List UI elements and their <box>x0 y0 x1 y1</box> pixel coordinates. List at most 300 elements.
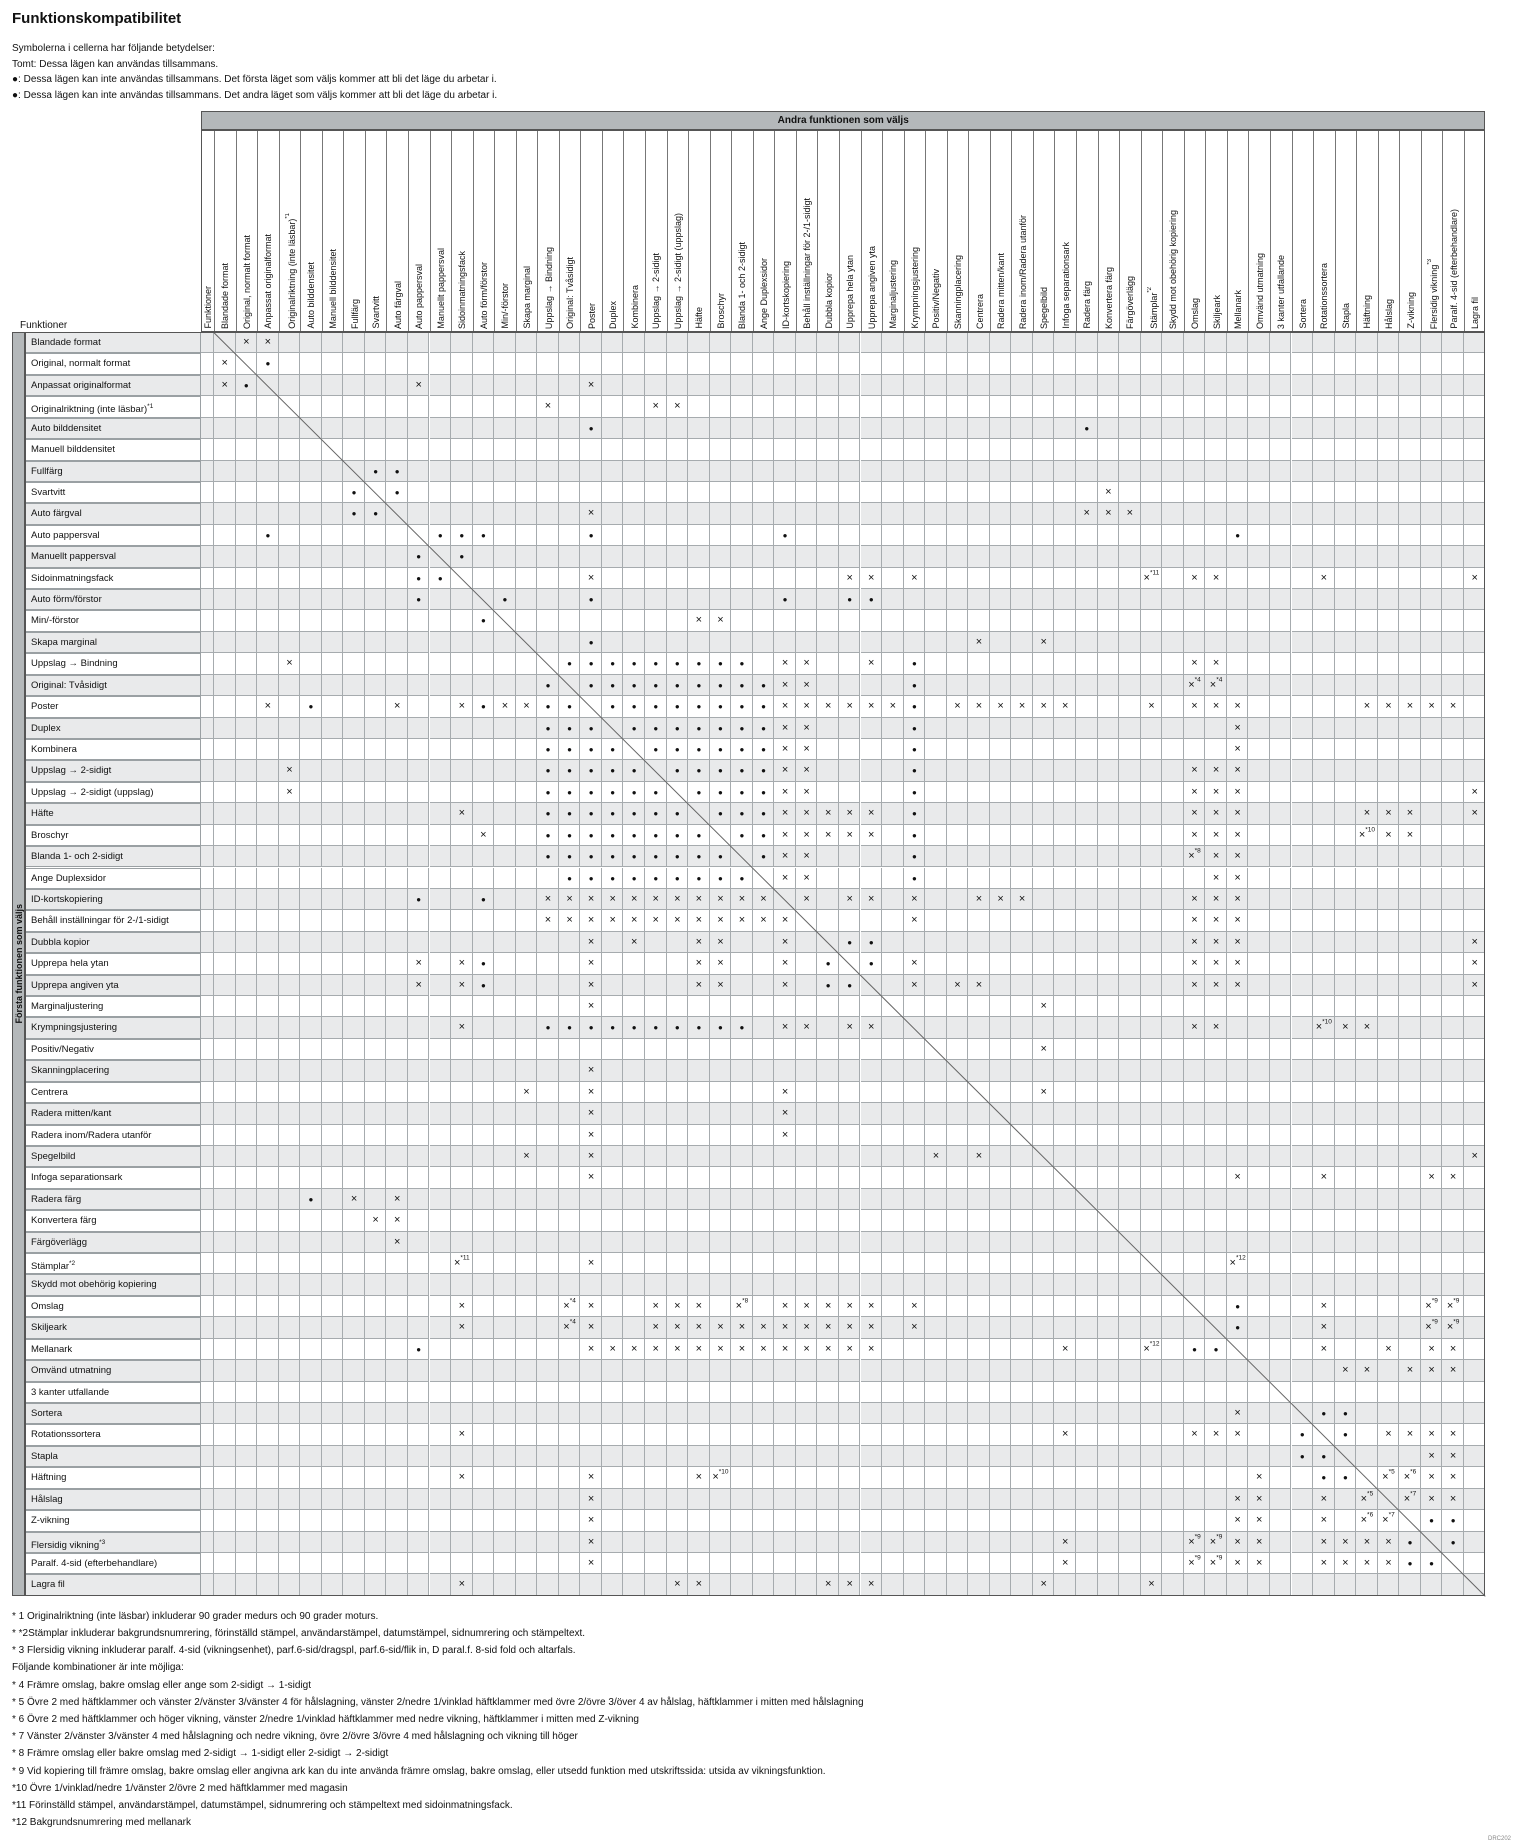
matrix-cell <box>279 739 301 760</box>
compatibility-mark: × <box>803 1299 810 1312</box>
matrix-cell <box>925 332 947 353</box>
matrix-cell <box>1378 739 1400 760</box>
matrix-cell <box>1184 1382 1206 1403</box>
matrix-cell <box>408 1125 430 1146</box>
funktioner-spacer-cell <box>201 1274 214 1295</box>
matrix-cell <box>1356 439 1378 460</box>
matrix-cell <box>1248 568 1270 589</box>
matrix-cell <box>1442 803 1464 824</box>
matrix-cell <box>1464 1382 1486 1403</box>
matrix-cell <box>516 503 538 524</box>
matrix-cell <box>861 525 883 546</box>
matrix-cell <box>214 1317 236 1338</box>
matrix-cell <box>667 482 689 503</box>
matrix-cell <box>365 418 387 439</box>
matrix-cell <box>236 910 258 931</box>
compatibility-mark: × <box>674 892 681 905</box>
matrix-cell <box>343 525 365 546</box>
matrix-cell <box>1248 418 1270 439</box>
matrix-cell <box>1033 760 1055 781</box>
row-label: Flersidig vikning$^{*3}$ <box>25 1532 201 1553</box>
matrix-cell <box>1313 718 1335 739</box>
matrix-cell <box>451 1510 473 1531</box>
compatibility-mark: × <box>1212 957 1220 970</box>
compatibility-mark: × <box>868 1299 875 1312</box>
matrix-cell <box>1033 1210 1055 1231</box>
matrix-cell <box>861 1360 883 1381</box>
matrix-cell <box>710 1403 732 1424</box>
matrix-cell <box>882 1339 904 1360</box>
matrix-cell <box>408 1103 430 1124</box>
matrix-cell <box>882 739 904 760</box>
matrix-cell <box>1421 782 1443 803</box>
matrix-cell <box>214 1017 236 1038</box>
matrix-cell <box>1356 1167 1378 1188</box>
matrix-cell <box>1248 846 1270 867</box>
matrix-cell <box>753 1532 775 1553</box>
matrix-cell <box>774 546 796 567</box>
matrix-cell <box>386 889 408 910</box>
matrix-cell <box>1399 953 1421 974</box>
matrix-cell <box>1248 975 1270 996</box>
compatibility-mark: × <box>1191 571 1198 584</box>
matrix-cell <box>1292 1467 1314 1488</box>
matrix-cell <box>1292 439 1314 460</box>
matrix-cell <box>214 1082 236 1103</box>
matrix-cell <box>882 1146 904 1167</box>
matrix-cell <box>214 889 236 910</box>
compatibility-mark: × <box>1471 957 1478 970</box>
matrix-cell <box>1356 1210 1378 1231</box>
matrix-cell <box>537 525 559 546</box>
matrix-cell <box>473 1296 495 1317</box>
matrix-cell <box>1119 546 1141 567</box>
matrix-cell <box>990 546 1012 567</box>
matrix-cell <box>1119 1039 1141 1060</box>
matrix-cell <box>1399 1339 1421 1360</box>
compatibility-mark: × <box>1212 935 1220 948</box>
matrix-cell <box>925 1382 947 1403</box>
matrix-cell <box>1033 1489 1055 1510</box>
matrix-cell <box>300 1082 322 1103</box>
matrix-cell <box>688 1060 710 1081</box>
matrix-cell <box>451 653 473 674</box>
matrix-cell <box>667 1210 689 1231</box>
matrix-cell <box>1313 1210 1335 1231</box>
matrix-cell <box>1011 332 1033 353</box>
funktioner-spacer-cell <box>201 503 214 524</box>
matrix-cell <box>1098 1082 1120 1103</box>
compatibility-mark: × <box>1191 892 1198 905</box>
matrix-cell <box>1313 546 1335 567</box>
matrix-cell <box>1399 482 1421 503</box>
matrix-cell <box>990 1339 1012 1360</box>
matrix-cell <box>537 568 559 589</box>
matrix-cell <box>1141 739 1163 760</box>
matrix-cell <box>1227 546 1249 567</box>
matrix-cell <box>430 889 452 910</box>
matrix-cell <box>559 1467 581 1488</box>
compatibility-mark: × <box>587 1535 595 1548</box>
matrix-cell <box>623 1103 645 1124</box>
matrix-cell <box>1335 353 1357 374</box>
compatibility-mark: ● <box>653 1023 659 1033</box>
matrix-cell <box>430 418 452 439</box>
compatibility-mark: × <box>1428 1492 1435 1505</box>
matrix-cell <box>990 739 1012 760</box>
matrix-cell <box>1119 1317 1141 1338</box>
matrix-cell <box>947 1446 969 1467</box>
matrix-cell <box>1205 1103 1227 1124</box>
matrix-cell <box>1098 1167 1120 1188</box>
compatibility-mark: × <box>587 1342 595 1355</box>
row-label: Auto pappersval <box>25 525 201 546</box>
compatibility-mark: ×$^{*9}$ <box>1188 1533 1201 1548</box>
matrix-cell <box>731 932 753 953</box>
matrix-cell <box>710 1167 732 1188</box>
matrix-cell <box>516 1167 538 1188</box>
matrix-cell <box>1335 568 1357 589</box>
matrix-cell <box>1098 353 1120 374</box>
compatibility-mark: ×$^{*10}$ <box>1358 826 1376 841</box>
matrix-cell <box>925 568 947 589</box>
matrix-cell <box>861 675 883 696</box>
matrix-cell <box>1464 1060 1486 1081</box>
matrix-cell <box>1011 1403 1033 1424</box>
matrix-cell <box>300 739 322 760</box>
matrix-cell <box>1292 1060 1314 1081</box>
matrix-cell <box>645 1232 667 1253</box>
matrix-cell <box>796 1382 818 1403</box>
column-header: Positiv/Negativ <box>925 130 947 332</box>
compatibility-mark: ● <box>416 1344 422 1354</box>
matrix-cell <box>343 803 365 824</box>
matrix-cell <box>257 1424 279 1445</box>
matrix-cell <box>300 868 322 889</box>
matrix-cell <box>473 1553 495 1574</box>
compatibility-mark: ● <box>567 659 572 669</box>
matrix-cell <box>300 1574 322 1595</box>
compatibility-mark: ● <box>1213 1344 1219 1354</box>
matrix-cell <box>882 1317 904 1338</box>
compatibility-mark: ● <box>696 1023 702 1033</box>
matrix-cell <box>1442 653 1464 674</box>
matrix-cell <box>279 546 301 567</box>
matrix-cell <box>236 1253 258 1274</box>
matrix-cell <box>1421 1125 1443 1146</box>
row-label: Positiv/Negativ <box>25 1039 201 1060</box>
matrix-cell <box>236 718 258 739</box>
matrix-cell <box>688 1146 710 1167</box>
matrix-cell <box>839 610 861 631</box>
matrix-cell <box>279 1167 301 1188</box>
matrix-cell <box>1335 846 1357 867</box>
matrix-cell <box>1248 782 1270 803</box>
matrix-cell <box>408 1446 430 1467</box>
matrix-cell <box>925 1510 947 1531</box>
matrix-cell <box>817 1125 839 1146</box>
matrix-cell <box>1033 568 1055 589</box>
matrix-cell <box>1033 868 1055 889</box>
matrix-cell <box>430 718 452 739</box>
matrix-cell <box>300 1382 322 1403</box>
matrix-cell <box>1162 1382 1184 1403</box>
matrix-cell <box>1098 1125 1120 1146</box>
matrix-cell <box>1205 589 1227 610</box>
matrix-cell <box>1119 803 1141 824</box>
matrix-cell <box>1421 418 1443 439</box>
matrix-cell <box>451 1339 473 1360</box>
matrix-cell <box>1270 1253 1292 1274</box>
matrix-cell <box>817 1446 839 1467</box>
matrix-cell <box>1464 1125 1486 1146</box>
matrix-cell <box>925 461 947 482</box>
matrix-cell <box>365 1339 387 1360</box>
compatibility-mark: ● <box>567 787 572 797</box>
matrix-cell <box>559 396 581 417</box>
matrix-cell <box>473 418 495 439</box>
matrix-cell <box>279 503 301 524</box>
matrix-cell <box>1270 760 1292 781</box>
compatibility-mark: ● <box>1235 1323 1241 1333</box>
matrix-cell <box>1292 1532 1314 1553</box>
matrix-cell <box>451 718 473 739</box>
matrix-cell <box>430 975 452 996</box>
matrix-cell <box>753 503 775 524</box>
matrix-cell <box>365 1082 387 1103</box>
matrix-cell <box>1442 846 1464 867</box>
matrix-cell <box>408 396 430 417</box>
matrix-cell <box>1076 1125 1098 1146</box>
row-label: Skydd mot obehörig kopiering <box>25 1274 201 1295</box>
compatibility-mark: × <box>868 1578 875 1591</box>
matrix-cell <box>1011 1146 1033 1167</box>
matrix-cell <box>1356 589 1378 610</box>
compatibility-mark: × <box>932 1149 940 1162</box>
matrix-cell <box>968 418 990 439</box>
compatibility-mark: × <box>587 1000 595 1013</box>
matrix-cell <box>386 1017 408 1038</box>
matrix-cell <box>1421 1403 1443 1424</box>
matrix-cell <box>322 1424 344 1445</box>
matrix-cell <box>430 1489 452 1510</box>
matrix-cell <box>817 718 839 739</box>
funktioner-spacer-cell <box>201 332 214 353</box>
matrix-cell <box>473 1274 495 1295</box>
matrix-cell <box>817 1382 839 1403</box>
compatibility-mark: × <box>1040 1000 1047 1013</box>
matrix-cell <box>1270 1424 1292 1445</box>
matrix-cell <box>279 975 301 996</box>
matrix-cell <box>968 825 990 846</box>
matrix-cell <box>753 1403 775 1424</box>
matrix-cell <box>580 1382 602 1403</box>
compatibility-mark: ● <box>610 809 616 819</box>
compatibility-mark: ● <box>480 959 486 969</box>
matrix-cell <box>1054 503 1076 524</box>
matrix-cell <box>214 1274 236 1295</box>
compatibility-mark: ×$^{*9}$ <box>1209 1554 1223 1569</box>
matrix-cell <box>1076 568 1098 589</box>
compatibility-mark: × <box>695 614 703 627</box>
matrix-cell <box>236 439 258 460</box>
funktioner-spacer-cell <box>201 1232 214 1253</box>
matrix-cell <box>710 1232 732 1253</box>
matrix-cell <box>904 1553 926 1574</box>
matrix-cell <box>279 1382 301 1403</box>
compatibility-mark: × <box>286 657 293 670</box>
matrix-cell <box>990 782 1012 803</box>
matrix-cell <box>322 1253 344 1274</box>
matrix-cell <box>731 546 753 567</box>
matrix-cell <box>1162 568 1184 589</box>
matrix-cell <box>774 482 796 503</box>
matrix-cell <box>904 1532 926 1553</box>
matrix-cell <box>214 396 236 417</box>
matrix-cell <box>1141 1360 1163 1381</box>
matrix-cell <box>1033 546 1055 567</box>
matrix-cell <box>1098 396 1120 417</box>
matrix-cell <box>904 1167 926 1188</box>
matrix-cell <box>1292 1510 1314 1531</box>
matrix-cell <box>796 1167 818 1188</box>
matrix-cell <box>1162 589 1184 610</box>
matrix-cell <box>236 1296 258 1317</box>
matrix-cell <box>300 1232 322 1253</box>
matrix-cell <box>279 1232 301 1253</box>
matrix-cell <box>1270 1360 1292 1381</box>
corner-funktioner-label: Funktioner <box>20 320 68 331</box>
matrix-cell <box>559 568 581 589</box>
matrix-cell <box>1033 825 1055 846</box>
matrix-cell <box>774 1167 796 1188</box>
row-label: Centrera <box>25 1082 201 1103</box>
matrix-cell <box>925 1360 947 1381</box>
matrix-cell <box>645 1403 667 1424</box>
matrix-cell <box>645 1082 667 1103</box>
matrix-cell <box>322 1210 344 1231</box>
matrix-cell <box>623 1446 645 1467</box>
matrix-cell <box>408 353 430 374</box>
matrix-cell <box>236 1317 258 1338</box>
matrix-cell <box>1270 1339 1292 1360</box>
matrix-cell <box>667 1039 689 1060</box>
matrix-cell <box>1313 1103 1335 1124</box>
matrix-cell <box>947 1382 969 1403</box>
matrix-cell <box>796 1532 818 1553</box>
matrix-cell <box>753 332 775 353</box>
compatibility-mark: × <box>652 914 659 927</box>
matrix-cell <box>1011 375 1033 396</box>
matrix-cell <box>861 1489 883 1510</box>
matrix-cell <box>1076 653 1098 674</box>
matrix-cell <box>882 1103 904 1124</box>
matrix-cell <box>1076 1103 1098 1124</box>
matrix-cell <box>796 1189 818 1210</box>
compatibility-mark: ● <box>1450 1537 1456 1547</box>
matrix-cell <box>904 632 926 653</box>
matrix-cell <box>408 675 430 696</box>
compatibility-mark: × <box>803 657 810 670</box>
matrix-cell <box>1054 375 1076 396</box>
matrix-cell <box>1464 353 1486 374</box>
matrix-cell <box>1076 332 1098 353</box>
matrix-cell <box>1464 675 1486 696</box>
matrix-cell <box>753 1553 775 1574</box>
matrix-cell <box>1464 503 1486 524</box>
matrix-cell <box>796 439 818 460</box>
matrix-cell <box>1162 782 1184 803</box>
compatibility-mark: × <box>803 721 810 734</box>
compatibility-mark: × <box>846 700 853 713</box>
matrix-cell <box>1378 889 1400 910</box>
compatibility-mark: × <box>523 1149 530 1162</box>
matrix-cell <box>386 546 408 567</box>
matrix-cell <box>968 1339 990 1360</box>
matrix-cell <box>602 439 624 460</box>
matrix-cell <box>925 610 947 631</box>
matrix-cell <box>774 1467 796 1488</box>
matrix-cell <box>1205 1125 1227 1146</box>
matrix-cell <box>214 825 236 846</box>
matrix-cell <box>1141 1146 1163 1167</box>
matrix-cell <box>343 675 365 696</box>
compatibility-mark: × <box>587 1556 595 1569</box>
row-label: Behåll inställningar för 2-/1-sidigt <box>25 910 201 931</box>
matrix-cell <box>904 332 926 353</box>
matrix-cell <box>861 1210 883 1231</box>
matrix-cell <box>1399 461 1421 482</box>
matrix-cell <box>257 1274 279 1295</box>
matrix-cell <box>645 1125 667 1146</box>
matrix-cell <box>1162 1489 1184 1510</box>
matrix-cell <box>1076 632 1098 653</box>
matrix-cell <box>861 1060 883 1081</box>
matrix-cell <box>537 1060 559 1081</box>
matrix-cell <box>1292 675 1314 696</box>
compatibility-mark: ● <box>696 766 702 776</box>
matrix-cell <box>537 1360 559 1381</box>
matrix-cell <box>473 1467 495 1488</box>
compatibility-mark: × <box>286 785 293 798</box>
compatibility-mark: ● <box>480 980 486 990</box>
matrix-cell <box>300 975 322 996</box>
matrix-cell <box>710 1210 732 1231</box>
matrix-cell <box>322 1403 344 1424</box>
matrix-cell <box>1248 439 1270 460</box>
matrix-cell <box>430 782 452 803</box>
matrix-cell <box>623 1382 645 1403</box>
matrix-cell <box>494 718 516 739</box>
funktioner-spacer-cell <box>201 1403 214 1424</box>
matrix-cell <box>968 568 990 589</box>
matrix-cell <box>1033 503 1055 524</box>
matrix-cell <box>1399 1574 1421 1595</box>
matrix-cell <box>473 632 495 653</box>
matrix-cell <box>1248 760 1270 781</box>
funktioner-spacer-cell <box>201 1510 214 1531</box>
compatibility-mark: ● <box>1299 1430 1305 1440</box>
matrix-cell <box>1205 718 1227 739</box>
matrix-cell <box>386 439 408 460</box>
compatibility-mark: × <box>868 1321 875 1334</box>
matrix-cell <box>494 803 516 824</box>
column-header: Radera färg <box>1076 130 1098 332</box>
compatibility-mark: × <box>1385 807 1392 820</box>
row-label: Ange Duplexsidor <box>25 868 201 889</box>
matrix-cell <box>236 568 258 589</box>
matrix-cell <box>214 1125 236 1146</box>
